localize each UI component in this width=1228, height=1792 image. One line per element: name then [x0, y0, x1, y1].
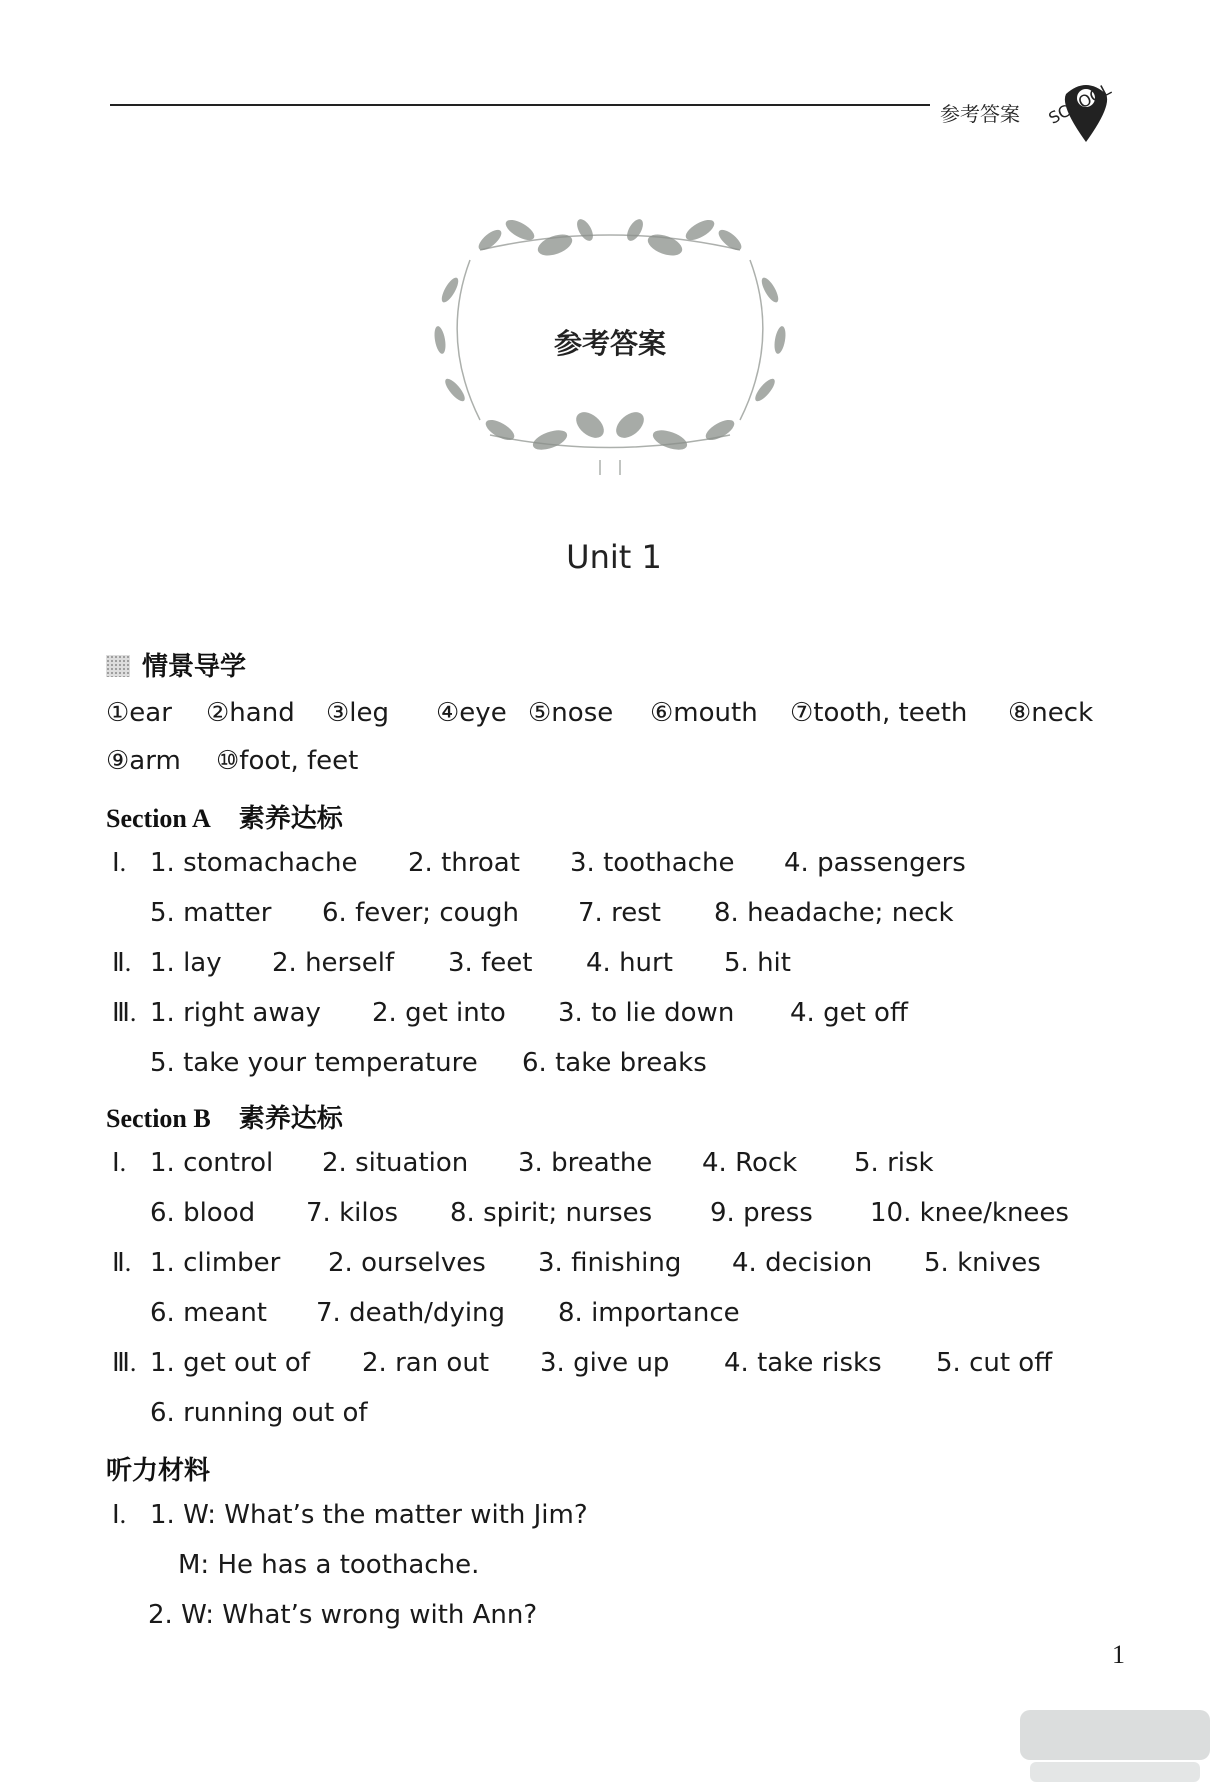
answer-item: 6. meant: [150, 1298, 267, 1328]
answer-item: ②hand: [206, 698, 295, 728]
part-label: Ⅰ.: [112, 1148, 127, 1177]
section-b-title: Section B: [106, 1104, 211, 1133]
answer-item: ⑧neck: [1008, 698, 1094, 728]
answer-item: 5. knives: [924, 1248, 1041, 1278]
answer-item: ④eye: [436, 698, 507, 728]
section-a-heading: [106, 798, 343, 835]
section-b-subtitle: 素养达标: [238, 1104, 343, 1134]
answer-item: 5. matter: [150, 898, 272, 928]
answer-item: 6. take breaks: [522, 1048, 707, 1078]
answer-item: 2. herself: [272, 948, 395, 978]
answer-item: 2. get into: [372, 998, 506, 1028]
qjdx-title: 情景导学: [142, 652, 247, 682]
grid-bullet-icon: [106, 655, 130, 677]
answer-item: 8. headache; neck: [714, 898, 954, 928]
part-label: Ⅲ.: [112, 1348, 137, 1377]
answer-item: 5. cut off: [936, 1348, 1053, 1378]
answer-item: 4. get off: [790, 998, 908, 1028]
answer-item: 5. risk: [854, 1148, 934, 1178]
answer-item: ⑥mouth: [650, 698, 758, 728]
answer-item: 4. decision: [732, 1248, 873, 1278]
answer-item: 1. control: [150, 1148, 274, 1178]
answer-item: 7. death/dying: [316, 1298, 506, 1328]
answer-item: 8. spirit; nurses: [450, 1198, 653, 1228]
unit-title: Unit 1: [566, 538, 662, 576]
answer-item: 10. knee/knees: [870, 1198, 1069, 1228]
answer-item: 6. running out of: [150, 1398, 368, 1428]
part-label: Ⅲ.: [112, 998, 137, 1027]
page-number: 1: [1112, 1640, 1125, 1669]
answer-item: 6. fever; cough: [322, 898, 519, 928]
listening-title: 听力材料: [106, 1456, 211, 1486]
answer-item: 4. take risks: [724, 1348, 882, 1378]
answer-item: 1. right away: [150, 998, 321, 1028]
answer-item: 4. passengers: [784, 848, 966, 878]
answer-item: 4. Rock: [702, 1148, 798, 1178]
answer-item: ③leg: [326, 698, 390, 728]
answer-item: 6. blood: [150, 1198, 256, 1228]
answer-item: 5. take your temperature: [150, 1048, 478, 1078]
answer-item: ⑦tooth, teeth: [790, 698, 968, 728]
dialogue-line: 1. W: What’s the matter with Jim?: [150, 1500, 588, 1530]
dialogue-line: M: He has a toothache.: [178, 1550, 480, 1580]
answer-item: 3. give up: [540, 1348, 670, 1378]
answer-item: ①ear: [106, 698, 172, 728]
answer-item: 2. ourselves: [328, 1248, 486, 1278]
qjdx-heading: [106, 646, 246, 683]
header-title: 参考答案: [940, 102, 1020, 126]
answer-item: 5. hit: [724, 948, 791, 978]
answer-item: 3. toothache: [570, 848, 735, 878]
answer-item: ⑩foot, feet: [216, 746, 359, 776]
answer-item: 2. situation: [322, 1148, 469, 1178]
answer-item: 3. to lie down: [558, 998, 735, 1028]
school-logo-icon: [1040, 72, 1132, 152]
answer-item: 3. feet: [448, 948, 533, 978]
dialogue-line: 2. W: What’s wrong with Ann?: [148, 1600, 538, 1630]
answer-item: 3. breathe: [518, 1148, 653, 1178]
part-label: Ⅱ.: [112, 1248, 132, 1277]
part-label: Ⅰ.: [112, 1500, 127, 1529]
answer-item: 1. lay: [150, 948, 222, 978]
part-label: Ⅱ.: [112, 948, 132, 977]
header-rule: [110, 104, 930, 106]
answer-item: 4. hurt: [586, 948, 673, 978]
answer-item: 7. kilos: [306, 1198, 399, 1228]
section-a-subtitle: 素养达标: [238, 804, 343, 834]
answer-item: ⑤nose: [528, 698, 614, 728]
answer-item: 1. get out of: [150, 1348, 310, 1378]
part-label: Ⅰ.: [112, 848, 127, 877]
watermark-icon: [1010, 1700, 1220, 1790]
answer-item: 2. ran out: [362, 1348, 490, 1378]
answer-item: 7. rest: [578, 898, 661, 928]
answer-item: 9. press: [710, 1198, 813, 1228]
answer-item: ⑨arm: [106, 746, 181, 776]
answer-item: 1. climber: [150, 1248, 281, 1278]
answer-item: 1. stomachache: [150, 848, 358, 878]
school-logo-text: SCHOOL: [1045, 79, 1115, 128]
section-a-title: Section A: [106, 804, 211, 833]
wreath-title: 参考答案: [553, 327, 666, 360]
section-b-heading: [106, 1098, 343, 1135]
answer-item: 3. finishing: [538, 1248, 682, 1278]
answer-item: 8. importance: [558, 1298, 740, 1328]
answer-item: 2. throat: [408, 848, 520, 878]
